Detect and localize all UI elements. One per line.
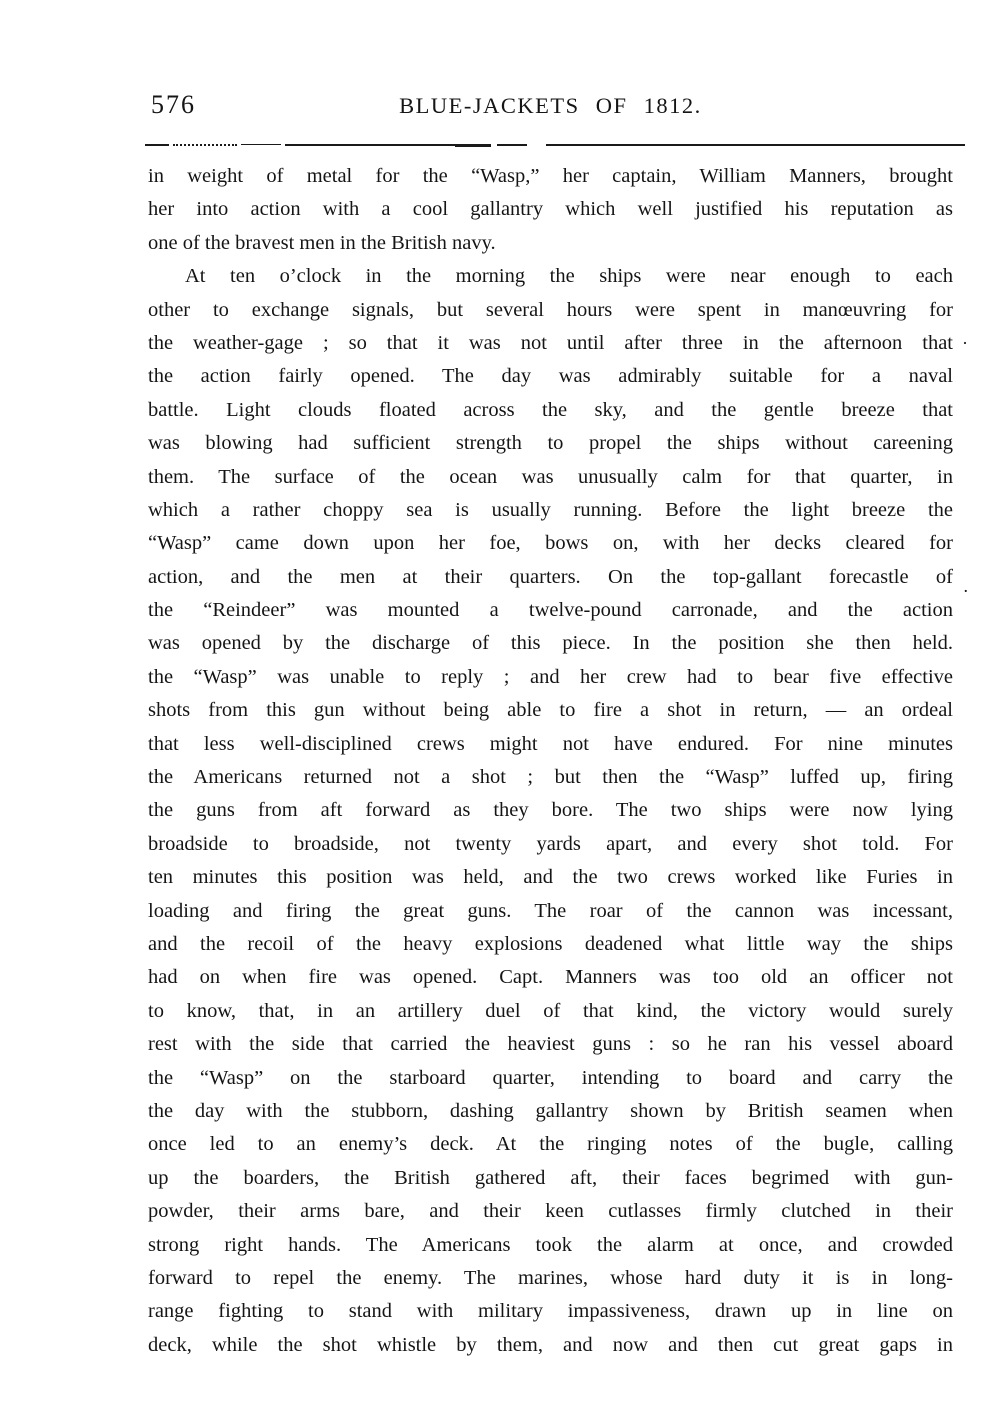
- stray-ink-mark: ·: [962, 332, 968, 353]
- text-line: was blowing had sufficient strength to propel the ships without careening: [148, 432, 953, 455]
- text-line: was opened by the discharge of this piece. In the position she then held.: [148, 632, 953, 655]
- text-line: action, and the men at their quarters. On the top-gallant forecastle of .: [148, 561, 953, 594]
- header-rule: [145, 143, 965, 147]
- text-line: the guns from aft forward as they bore. The two ships were now lying: [148, 799, 953, 822]
- text-line: in weight of metal for the “Wasp,” her captain, William Manners, brought: [148, 165, 953, 187]
- text-line: the action fairly opened. The day was admirably suitable for a naval: [148, 365, 953, 388]
- text-line: the “Wasp” on the starboard quarter, intending to board and carry the: [148, 1066, 953, 1089]
- text-line: other to exchange signals, but several hours were spent in manœuvring for: [148, 298, 953, 321]
- text-line: ten minutes this position was held, and the two crews worked like Furies in: [148, 866, 953, 889]
- text-line: had on when fire was opened. Capt. Manners was too old an officer not: [148, 966, 953, 989]
- text-line: broadside to broadside, not twenty yards apart, and every shot told. For: [148, 832, 953, 855]
- text-line: rest with the side that carried the heaviest guns : so he ran his vessel aboard: [148, 1033, 953, 1056]
- text-line: the Americans returned not a shot ; but then the “Wasp” luffed up, firing: [148, 766, 953, 789]
- text-line: battle. Light clouds floated across the sky, and the gentle breeze that: [148, 398, 953, 421]
- text-line: which a rather choppy sea is usually running. Before the light breeze the: [148, 498, 953, 521]
- text-line: strong right hands. The Americans took the alarm at once, and crowded: [148, 1233, 953, 1256]
- text-line: At ten o’clock in the morning the ships were near enough to each: [185, 265, 953, 288]
- running-header-title: BLUE-JACKETS OF 1812.: [399, 93, 702, 118]
- text-line: her into action with a cool gallantry which well justified his reputation as: [148, 198, 953, 221]
- text-line: that less well-disciplined crews might not have endured. For nine minutes: [148, 732, 953, 755]
- stray-ink-mark: .: [963, 575, 968, 596]
- text-line: deck, while the shot whistle by them, and now and then cut great gaps in: [148, 1333, 953, 1356]
- text-line: forward to repel the enemy. The marines, whose hard duty it is in long-: [148, 1266, 953, 1289]
- text-line: up the boarders, the British gathered aft, their faces begrimed with gun-: [148, 1166, 953, 1189]
- text-line: the day with the stubborn, dashing gallantry shown by British seamen when: [148, 1099, 953, 1122]
- text-line: range fighting to stand with military impassiveness, drawn up in line on: [148, 1300, 953, 1323]
- text-line: once led to an enemy’s deck. At the ringing notes of the bugle, calling: [148, 1133, 953, 1156]
- text-line: “Wasp” came down upon her foe, bows on, with her decks cleared for: [148, 532, 953, 555]
- text-line: them. The surface of the ocean was unusually calm for that quarter, in: [148, 465, 953, 488]
- text-line: the weather-gage ; so that it was not until after three in the afternoon that ·: [148, 327, 953, 360]
- text-line: powder, their arms bare, and their keen cutlasses firmly clutched in their: [148, 1200, 953, 1223]
- text-line: to know, that, in an artillery duel of that kind, the victory would surely: [148, 999, 953, 1022]
- text-line: and the recoil of the heavy explosions deadened what little way the ships: [148, 932, 953, 955]
- text-line: loading and firing the great guns. The roar of the cannon was incessant,: [148, 899, 953, 922]
- text-line: one of the bravest men in the British navy.: [148, 231, 496, 254]
- text-line: the “Reindeer” was mounted a twelve-pound carronade, and the action: [148, 599, 953, 622]
- text-line: the “Wasp” was unable to reply ; and her crew had to bear five effective: [148, 665, 953, 688]
- text-line: shots from this gun without being able to fire a shot in return, — an ordeal: [148, 699, 953, 722]
- page-number: 576: [151, 90, 196, 119]
- body-text: [148, 160, 968, 1362]
